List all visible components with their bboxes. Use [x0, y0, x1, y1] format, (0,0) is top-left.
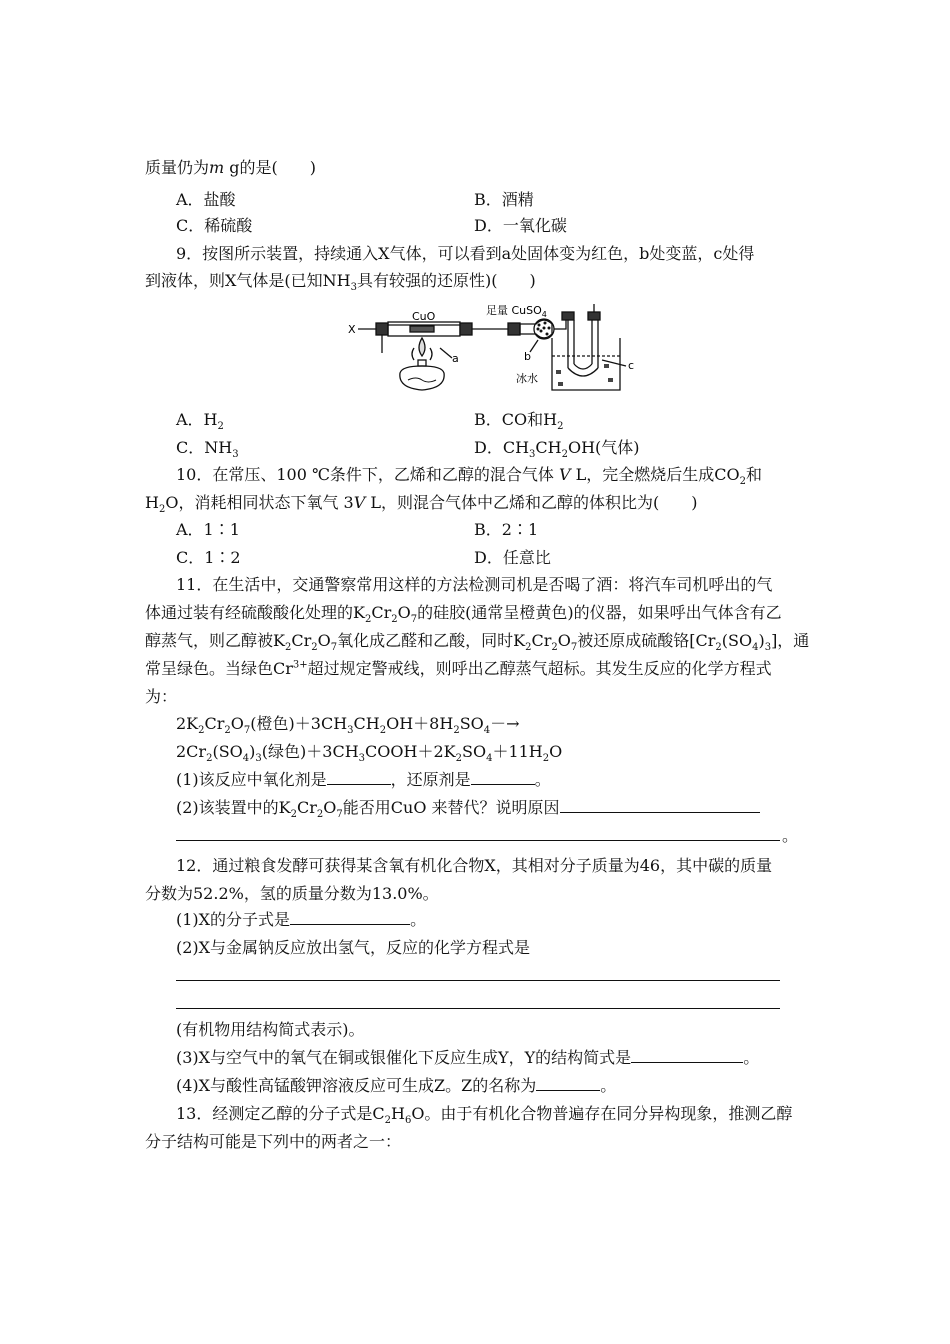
q12-equation-answer-line1[interactable]: [176, 980, 780, 981]
q8-option-a: A．盐酸: [176, 190, 236, 209]
q11-stem-line5: 为：: [145, 687, 178, 706]
q12-z-name-blank[interactable]: [536, 1076, 600, 1091]
q8-option-c: C．稀硫酸: [176, 216, 253, 235]
label-cuso4: 足量 CuSO$_4$: [486, 304, 547, 319]
q10-option-a: A．1∶1: [176, 520, 240, 539]
q10-option-b: B．2∶1: [474, 520, 539, 539]
q11-reason-blank[interactable]: [560, 798, 760, 813]
q10-option-d: D．任意比: [474, 548, 551, 567]
q12-part3: (3)X与空气中的氧气在铜或银催化下反应生成Y，Y的结构简式是 。: [176, 1048, 760, 1067]
q9-stem-line2: 到液体，则X气体是(已知$NH_3$具有较强的还原性)( ): [145, 271, 536, 294]
q12-part2-note: (有机物用结构简式表示)。: [176, 1020, 365, 1039]
q12-part1: (1)X的分子式是 。: [176, 910, 427, 929]
q9-option-b: B．CO和$H_2$: [474, 410, 564, 433]
label-cuo: CuO: [412, 310, 436, 323]
q12-part4: (4)X与酸性高锰酸钾溶液反应可生成Z。Z的名称为 。: [176, 1076, 617, 1095]
label-ice-water: 冰水: [516, 372, 538, 385]
label-x: X: [348, 323, 356, 336]
q9-option-d: D．$CH_3CH_2OH$(气体): [474, 438, 640, 461]
q8-stem: 质量仍为m g的是( ): [145, 158, 317, 177]
q11-stem-line1: 11．在生活中，交通警察常用这样的方法检测司机是否喝了酒：将汽车司机呼出的气: [176, 575, 773, 594]
q11-stem-line4: 常呈绿色。当绿色$Cr^{3+}$超过规定警戒线，则呼出乙醇蒸气超标。其发生反应的化学方程式: [145, 659, 772, 678]
q12-equation-answer-line2[interactable]: [176, 1008, 780, 1009]
q12-stem-line1: 12．通过粮食发酵可获得某含氧有机化合物X，其相对分子质量为46，其中碳的质量: [176, 856, 773, 875]
q9-option-c: C．$NH_3$: [176, 438, 239, 461]
q8-option-d: D．一氧化碳: [474, 216, 567, 235]
q12-part2: (2)X与金属钠反应放出氢气，反应的化学方程式是: [176, 938, 531, 957]
q8-option-b: B．酒精: [474, 190, 534, 209]
q12-y-structure-blank[interactable]: [631, 1048, 743, 1063]
q10-stem-line2: $H_2O$，消耗相同状态下氧气 3V L，则混合气体中乙烯和乙醇的体积比为( ): [145, 493, 698, 516]
q11-stem-line3: 醇蒸气，则乙醇被$K_2Cr_2O_7$氧化成乙醛和乙酸，同时$K_2Cr_2O_7$被还原成硫酸铬$[Cr_2(SO_4)_3]$，通: [145, 631, 810, 654]
q11-oxidant-blank[interactable]: [327, 770, 391, 785]
label-b: b: [524, 350, 531, 363]
q13-stem-line1: 13．经测定乙醇的分子式是$C_2H_6O$。由于有机化合物普遍存在同分异构现象，推测乙醇: [176, 1104, 793, 1127]
q11-reason-answer-line[interactable]: [176, 840, 780, 841]
q12-formula-blank[interactable]: [290, 910, 410, 925]
label-a: a: [452, 352, 459, 365]
q11-part2: (2)该装置中的$K_2Cr_2O_7$能否用CuO 来替代？说明原因: [176, 798, 760, 818]
q11-part2-end: 。: [782, 826, 799, 845]
q10-option-c: C．1∶2: [176, 548, 241, 567]
q13-stem-line2: 分子结构可能是下列中的两者之一：: [145, 1132, 402, 1151]
q11-part1: (1)该反应中氧化剂是 ，还原剂是 。: [176, 770, 551, 789]
q11-stem-line2: 体通过装有经硫酸酸化处理的$K_2Cr_2O_7$的硅胶(通常呈橙黄色)的仪器，如果呼出气体含有乙: [145, 603, 782, 626]
q11-reductant-blank[interactable]: [471, 770, 535, 785]
q10-stem-line1: 10．在常压、100 ℃条件下，乙烯和乙醇的混合气体 V L，完全燃烧后生成$CO_2$和: [176, 465, 763, 488]
label-c: c: [628, 359, 635, 372]
apparatus-diagram: [340, 298, 660, 398]
q9-option-a: A．$H_2$: [176, 410, 224, 433]
q11-equation-line2: $2Cr_2(SO_4)_3$(绿色)$+3CH_3COOH+2K_2SO_4+11H_2O$: [176, 742, 563, 765]
q9-stem-line1: 9．按图所示装置，持续通入X气体，可以看到a处固体变为红色，b处变蓝，c处得: [176, 244, 755, 263]
q12-stem-line2: 分数为52.2%，氢的质量分数为13.0%。: [145, 884, 439, 903]
q11-equation-line1: $2K_2Cr_2O_7$(橙色)$+3CH_3CH_2OH+8H_2SO_4-\to$: [176, 714, 520, 737]
